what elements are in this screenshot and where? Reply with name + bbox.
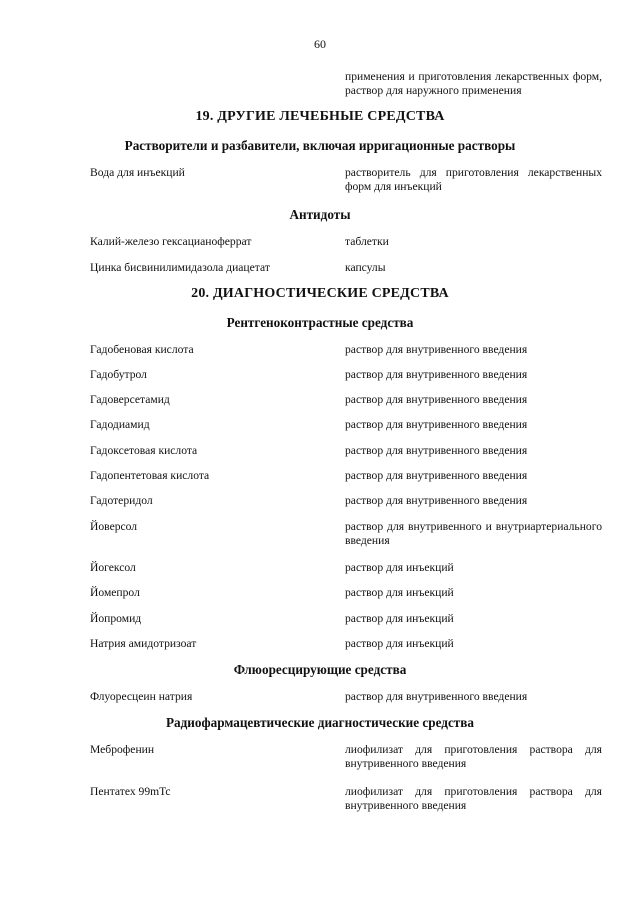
drug-name: Гадодиамид <box>90 418 150 431</box>
drug-form: лиофилизат для приготовления раствора для внутривенного введения <box>345 785 602 812</box>
drug-name: Гадотеридол <box>90 494 153 507</box>
drug-name: Гадоверсетамид <box>90 393 170 406</box>
drug-form: раствор для внутривенного введения <box>345 690 528 703</box>
group-title: Рентгеноконтрастные средства <box>226 315 414 330</box>
group-title: Радиофармацевтические диагностические средства <box>165 715 475 730</box>
drug-name: Вода для инъекций <box>90 166 185 179</box>
drug-name: Натрия амидотризоат <box>90 637 197 650</box>
drug-form: капсулы <box>345 261 386 274</box>
drug-form: раствор для инъекций <box>345 612 454 625</box>
group-title: Растворители и разбавители, включая ирригационные растворы <box>124 138 516 153</box>
drug-form: раствор для внутривенного введения <box>345 343 528 356</box>
drug-name: Гадобутрол <box>90 368 147 381</box>
drug-name: Йогексол <box>90 561 136 574</box>
drug-name: Флуоресцеин натрия <box>90 690 193 703</box>
section-title: 19. ДРУГИЕ ЛЕЧЕБНЫЕ СРЕДСТВА <box>195 109 445 124</box>
group-title: Антидоты <box>289 207 351 222</box>
section-title: 20. ДИАГНОСТИЧЕСКИЕ СРЕДСТВА <box>191 286 449 301</box>
drug-form: раствор для внутривенного введения <box>345 393 528 406</box>
continuation-text: применения и приготовления лекарственных форм, раствор для наружного применения <box>345 70 602 97</box>
drug-form: раствор для внутривенного введения <box>345 418 528 431</box>
drug-form: раствор для внутривенного введения <box>345 469 528 482</box>
drug-name: Гадопентетовая кислота <box>90 469 210 482</box>
drug-form: раствор для инъекций <box>345 561 454 574</box>
drug-name: Йоверсол <box>90 520 138 533</box>
drug-name: Гадобеновая кислота <box>90 343 194 356</box>
drug-form: раствор для инъекций <box>345 637 454 650</box>
drug-name: Йомепрол <box>90 586 140 599</box>
drug-name: Калий-железо гексацианоферрат <box>90 235 252 248</box>
drug-form: раствор для внутривенного введения <box>345 444 528 457</box>
drug-form: растворитель для приготовления лекарственных форм для инъекций <box>345 166 602 193</box>
drug-form: раствор для внутривенного и внутриартериального введения <box>345 520 602 547</box>
drug-form: раствор для внутривенного введения <box>345 494 528 507</box>
drug-name: Йопромид <box>90 612 142 625</box>
drug-form: таблетки <box>345 235 389 248</box>
drug-name: Пентатех 99mTc <box>90 785 171 798</box>
group-title: Флюоресцирующие средства <box>233 662 407 677</box>
drug-form: лиофилизат для приготовления раствора для внутривенного введения <box>345 743 602 770</box>
drug-name: Гадоксетовая кислота <box>90 444 198 457</box>
drug-name: Меброфенин <box>90 743 155 756</box>
drug-form: раствор для инъекций <box>345 586 454 599</box>
drug-name: Цинка бисвинилимидазола диацетат <box>90 261 270 274</box>
drug-form: раствор для внутривенного введения <box>345 368 528 381</box>
page-number: 60 <box>314 37 326 51</box>
